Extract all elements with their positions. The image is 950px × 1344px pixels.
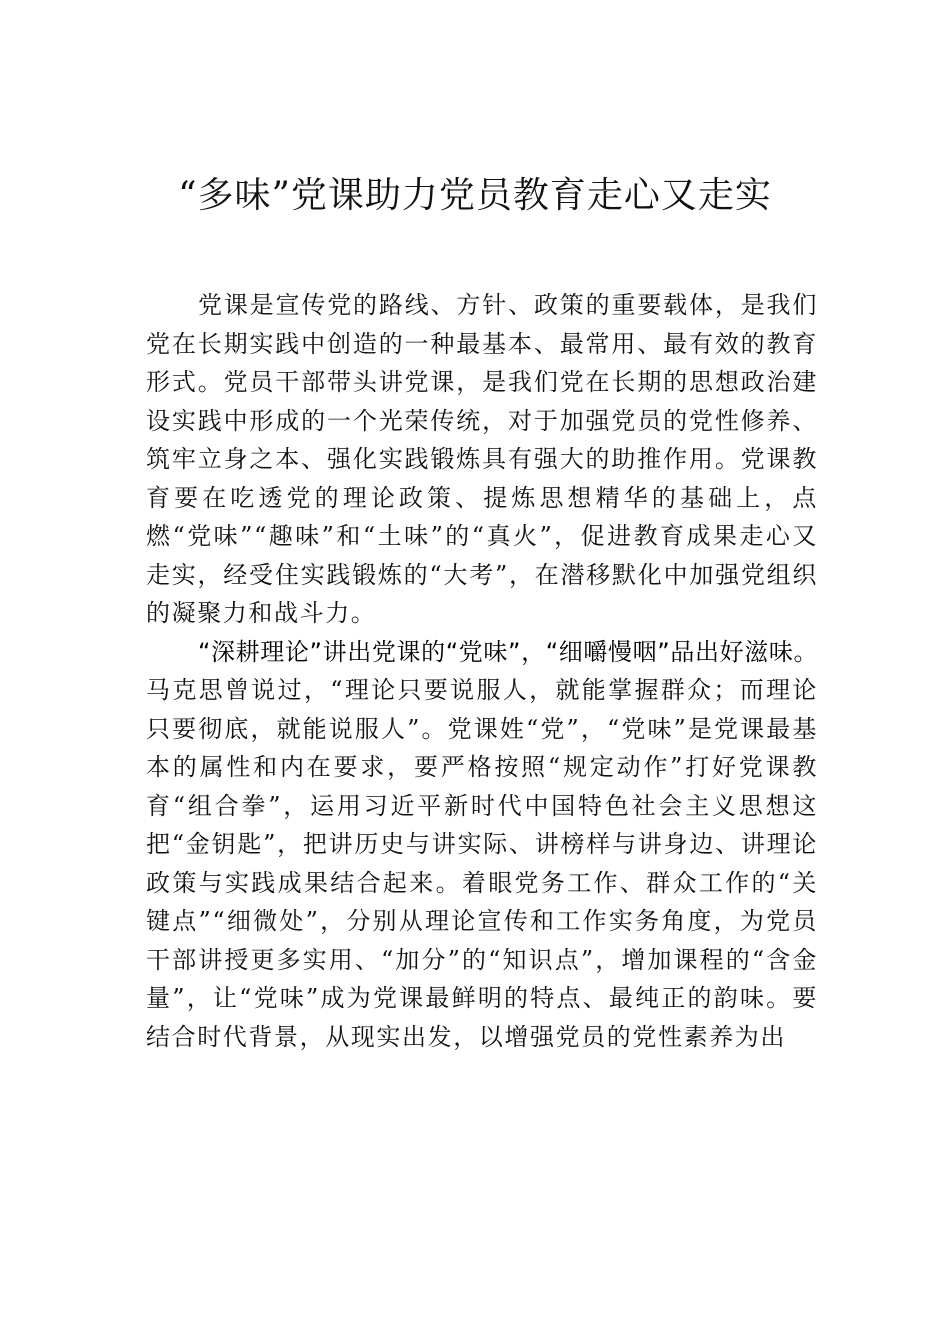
paragraph-intro (146, 286, 818, 633)
document-body (146, 286, 818, 1056)
document-title: “多味”党课助力党员教育走心又走实 (178, 175, 772, 216)
paragraph-party-flavor (146, 633, 818, 1057)
paragraph-party-flavor-text: 马克思曾说过，“理论只要说服人，就能掌握群众；而理论只要彻底，就能说服人”。党课姓“党”，“党味”是党课最基本的属性和内在要求，要严格按照“规定动作”打好党课教育“组合拳”，运用习近平新时代中国特色社会主义思想这把“金钥匙”，把讲历史与讲实际、讲榜样与讲身边、讲理论政策与实践成果结合起来。着眼党务工作、群众工作的“关键点”“细微处”，分别从理论宣传和工作实务角度，为党员干部讲授更多实用、“加分”的“知识点”，增加课程的“含金量”，让“党味”成为党课最鲜明的特点、最纯正的韵味。要结合时代背景，从现实出发，以增强党员的党性素养为出 (146, 676, 818, 1051)
paragraph-lead-heading: “深耕理论”讲出党课的“党味”，“细嚼慢咽”品出好滋味。 (198, 637, 818, 666)
paragraph-intro-text: 党课是宣传党的路线、方针、政策的重要载体，是我们党在长期实践中创造的一种最基本、最常用、最有效的教育形式。党员干部带头讲党课，是我们党在长期的思想政治建设实践中形成的一个光荣传统，对于加强党员的党性修养、 筑牢立身之本、强化实践锻炼具有强大的助推作用。党课教育要在吃透党的理论政策、提炼思想精华的基础上，点燃“党味”“趣味”和“土味”的“真火”，促进教育成果走心又走实，经受住实践锻炼的“大考”，在潜移默化中加强党组织的凝聚力和战斗力。 (146, 291, 818, 627)
